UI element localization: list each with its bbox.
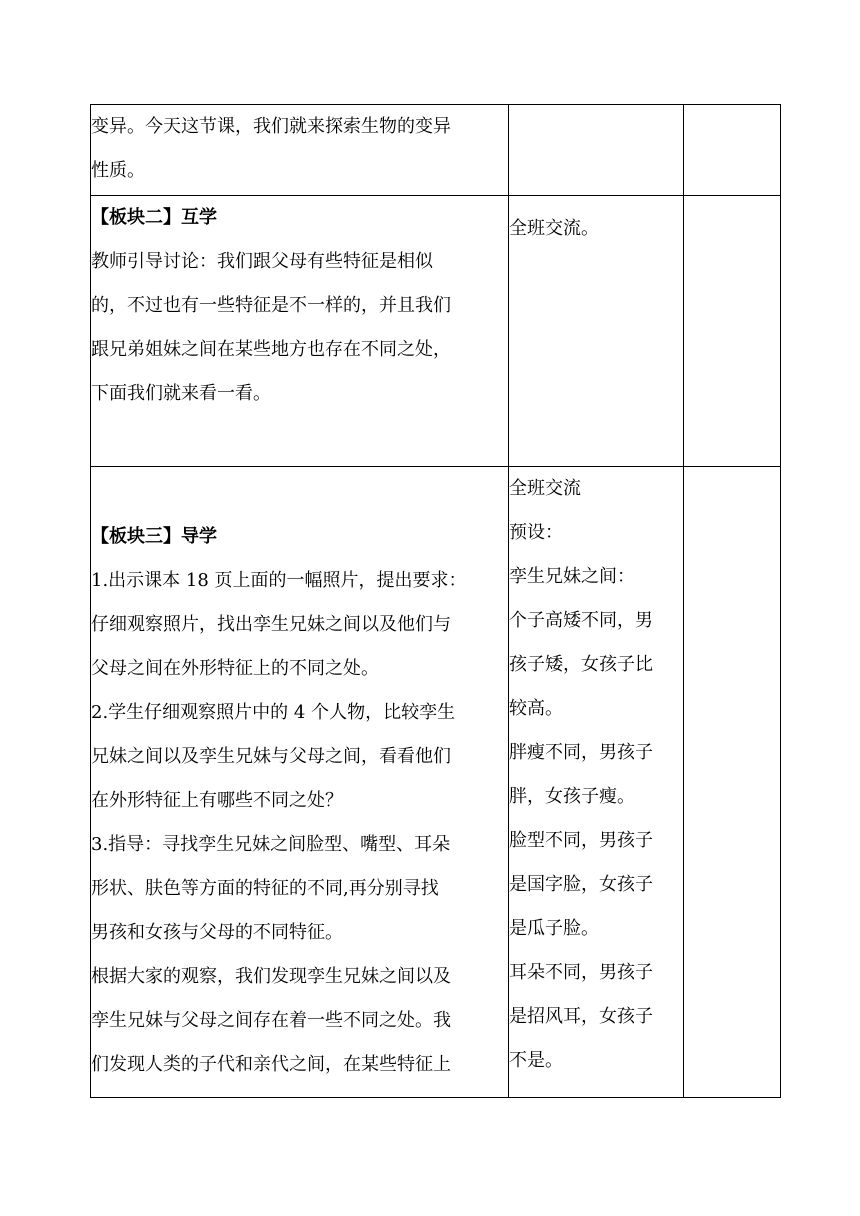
text-line: 全班交流。 — [509, 218, 599, 239]
text-line: 形状、肤色等方面的特征的不同,再分别寻找 — [91, 878, 439, 899]
teacher-activity-cell — [91, 105, 509, 196]
text-line: 变异。今天这节课，我们就来探索生物的变异 — [91, 116, 451, 137]
text-line: 较高。 — [509, 698, 563, 719]
notes-cell — [684, 105, 781, 196]
text-line: 是招风耳，女孩子 — [509, 1006, 653, 1027]
text-line: 孪生兄妹与父母之间存在着一些不同之处。我 — [91, 1010, 451, 1031]
text-line: 父母之间在外形特征上的不同之处。 — [91, 658, 379, 679]
text-line: 预设： — [509, 522, 563, 543]
text-line: 孪生兄妹之间： — [509, 566, 635, 587]
text-line: 的，不过也有一些特征是不一样的，并且我们 — [91, 295, 451, 316]
table-row — [91, 105, 781, 196]
text-line: 孩子矮，女孩子比 — [509, 654, 653, 675]
text-line: 教师引导讨论：我们跟父母有些特征是相似 — [91, 251, 433, 272]
teacher-activity-cell — [91, 196, 509, 467]
student-activity-cell — [509, 105, 684, 196]
section-heading: 【板块二】互学 — [91, 207, 217, 228]
text-line: 仔细观察照片，找出孪生兄妹之间以及他们与 — [91, 614, 451, 635]
text-line: 根据大家的观察，我们发现孪生兄妹之间以及 — [91, 966, 451, 987]
text-line: 跟兄弟姐妹之间在某些地方也存在不同之处， — [91, 339, 451, 360]
text-line: 胖瘦不同，男孩子 — [509, 742, 653, 763]
text-line: 是瓜子脸。 — [509, 918, 599, 939]
table-row — [91, 467, 781, 1098]
notes-cell — [684, 196, 781, 467]
text-line: 全班交流 — [509, 478, 581, 499]
text-line: 男孩和女孩与父母的不同特征。 — [91, 922, 343, 943]
section-heading: 【板块三】导学 — [91, 526, 217, 547]
text-line: 胖，女孩子瘦。 — [509, 786, 635, 807]
text-line: 们发现人类的子代和亲代之间，在某些特征上 — [91, 1054, 451, 1075]
text-line: 性质。 — [91, 160, 145, 181]
text-line: 兄妹之间以及孪生兄妹与父母之间，看看他们 — [91, 746, 451, 767]
text-line: 在外形特征上有哪些不同之处？ — [91, 790, 343, 811]
text-line: 个子高矮不同，男 — [509, 610, 653, 631]
student-activity-cell — [509, 467, 684, 1098]
text-line: 1.出示课本 18 页上面的一幅照片，提出要求： — [91, 570, 467, 591]
text-line: 2.学生仔细观察照片中的 4 个人物，比较孪生 — [91, 702, 456, 723]
notes-cell — [684, 467, 781, 1098]
text-line: 是国字脸，女孩子 — [509, 874, 653, 895]
text-line: 下面我们就来看一看。 — [91, 383, 271, 404]
lesson-plan-table — [90, 104, 781, 1098]
teacher-activity-cell — [91, 467, 509, 1098]
text-line: 脸型不同，男孩子 — [509, 830, 653, 851]
text-line: 耳朵不同，男孩子 — [509, 962, 653, 983]
text-line: 3.指导：寻找孪生兄妹之间脸型、嘴型、耳朵 — [91, 834, 451, 855]
table-row — [91, 196, 781, 467]
student-activity-cell — [509, 196, 684, 467]
text-line: 不是。 — [509, 1050, 563, 1071]
